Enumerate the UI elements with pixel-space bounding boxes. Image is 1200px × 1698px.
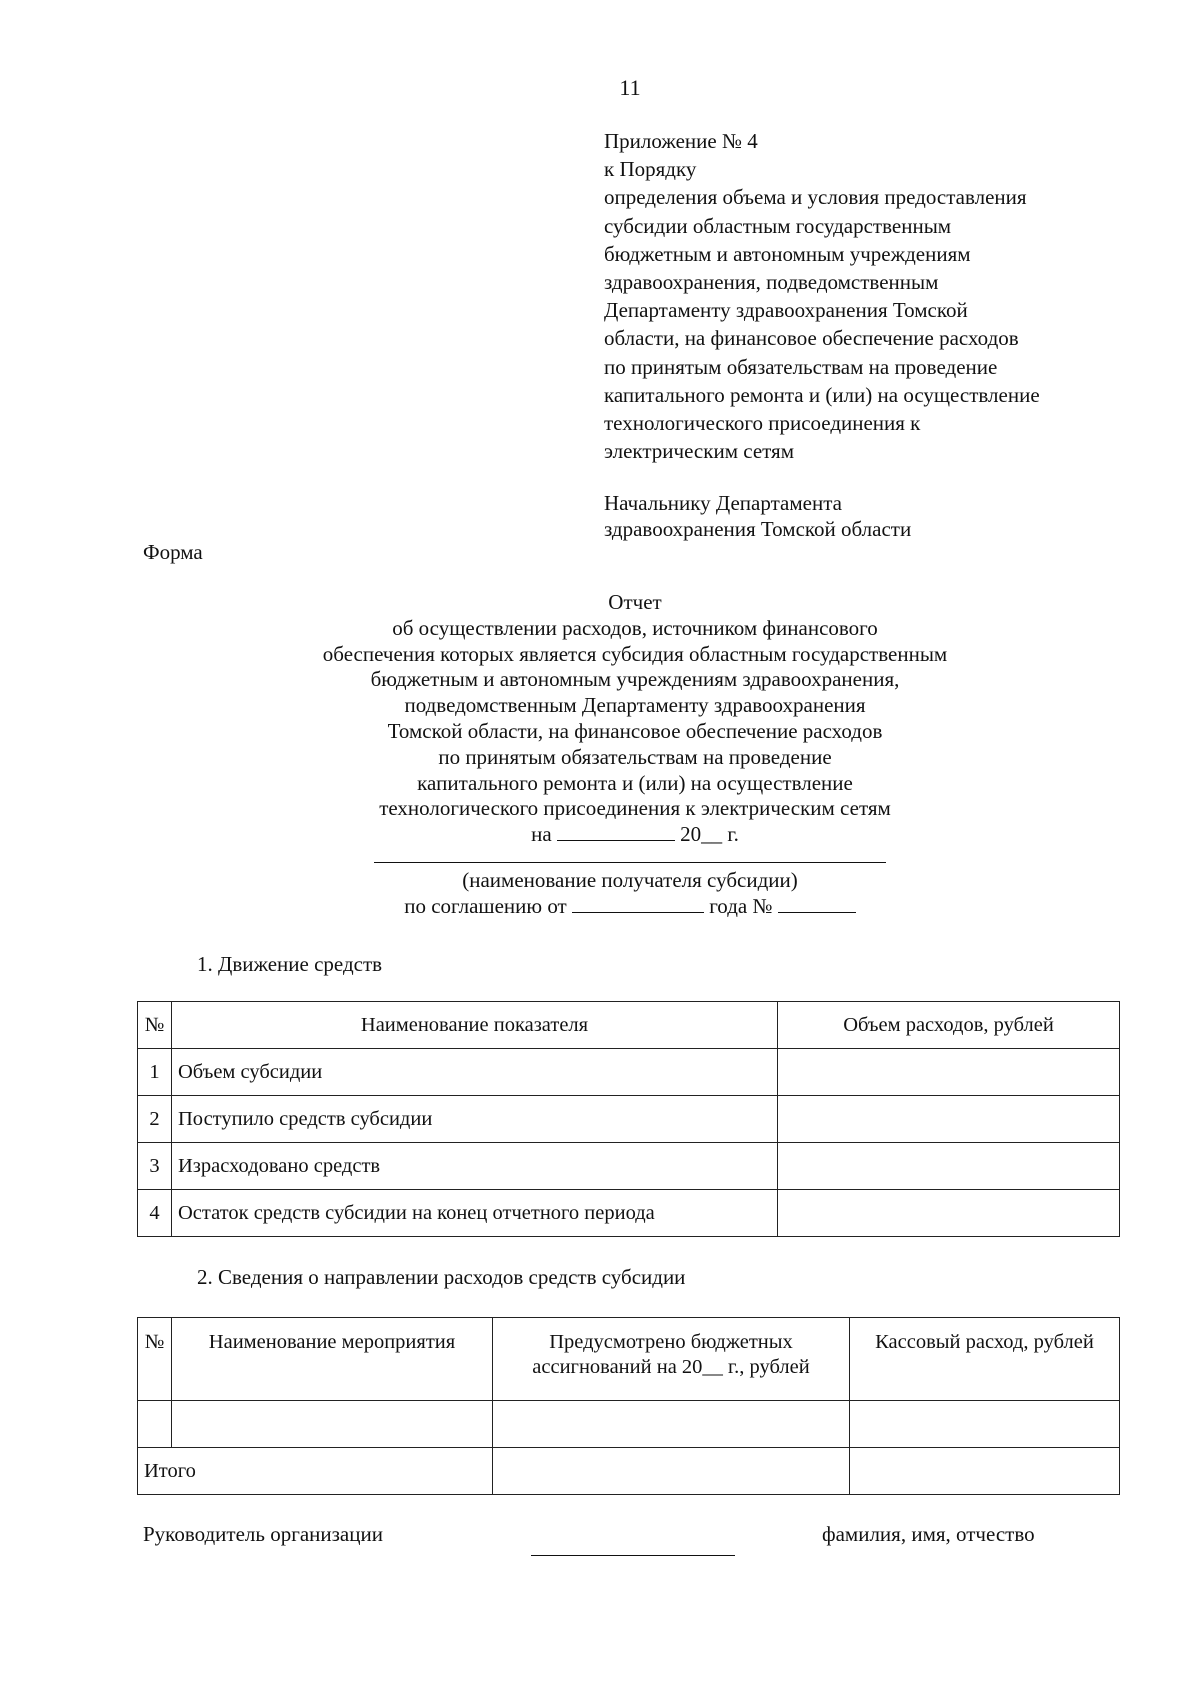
table-row bbox=[138, 1401, 1120, 1448]
recipient-name-field[interactable] bbox=[374, 862, 886, 863]
row-num: 4 bbox=[138, 1190, 172, 1237]
agreement-number-field[interactable] bbox=[778, 894, 856, 913]
total-row bbox=[138, 1448, 1120, 1495]
report-line: подведомственным Департаменту здравоохранения bbox=[404, 693, 866, 718]
addressee-block bbox=[604, 490, 911, 542]
appendix-line: бюджетным и автономным учреждениям bbox=[604, 241, 971, 266]
report-line: капитального ремонта и (или) на осуществление bbox=[417, 770, 853, 795]
total-planned-cell[interactable] bbox=[493, 1448, 850, 1495]
appendix-line: к Порядку bbox=[604, 157, 697, 182]
report-date-prefix: на bbox=[531, 822, 552, 847]
table-row bbox=[138, 1143, 1120, 1190]
report-line: технологического присоединения к электрическим сетям bbox=[379, 796, 891, 821]
recipient-block bbox=[130, 858, 1130, 919]
appendix-line: Приложение № 4 bbox=[604, 129, 758, 153]
header-expenses: Объем расходов, рублей bbox=[778, 1002, 1120, 1049]
header-planned-line: Предусмотрено бюджетных bbox=[549, 1331, 793, 1353]
report-date-line bbox=[130, 822, 1140, 848]
total-cash-cell[interactable] bbox=[850, 1448, 1120, 1495]
appendix-header bbox=[604, 127, 1164, 465]
report-title-block bbox=[130, 590, 1140, 848]
section2-title: 2. Сведения о направлении расходов средств субсидии bbox=[197, 1265, 686, 1289]
empty-num-cell[interactable] bbox=[138, 1401, 172, 1448]
appendix-line: электрическим сетям bbox=[604, 439, 794, 464]
table-row bbox=[138, 1190, 1120, 1237]
report-line: об осуществлении расходов, источником финансового bbox=[392, 615, 878, 640]
appendix-line: по принятым обязательствам на проведение bbox=[604, 354, 998, 379]
agreement-middle: года № bbox=[709, 894, 773, 918]
recipient-caption: (наименование получателя субсидии) bbox=[462, 868, 798, 892]
addressee-line: здравоохранения Томской области bbox=[604, 517, 912, 541]
row-value-cell[interactable] bbox=[778, 1096, 1120, 1143]
agreement-prefix: по соглашению от bbox=[404, 894, 567, 918]
row-num: 1 bbox=[138, 1049, 172, 1096]
page-number: 11 bbox=[619, 75, 641, 100]
total-label: Итого bbox=[138, 1448, 493, 1495]
addressee-line: Начальнику Департамента bbox=[604, 491, 842, 515]
expense-directions-table bbox=[137, 1317, 1120, 1495]
row-num: 3 bbox=[138, 1143, 172, 1190]
agreement-line bbox=[130, 893, 1130, 919]
header-planned bbox=[493, 1318, 850, 1401]
empty-cash-cell[interactable] bbox=[850, 1401, 1120, 1448]
report-line: бюджетным и автономным учреждениям здравоохранения, bbox=[370, 667, 900, 692]
table-row bbox=[138, 1096, 1120, 1143]
table-header-row bbox=[138, 1318, 1120, 1401]
report-line: по принятым обязательствам на проведение bbox=[438, 744, 832, 769]
signature-role: Руководитель организации bbox=[143, 1522, 383, 1546]
appendix-line: капитального ремонта и (или) на осуществление bbox=[604, 382, 1040, 407]
empty-event-cell[interactable] bbox=[172, 1401, 493, 1448]
header-num: № bbox=[138, 1318, 172, 1401]
header-cash: Кассовый расход, рублей bbox=[850, 1318, 1120, 1401]
report-line: обеспечения которых является субсидия областным государственным bbox=[322, 641, 948, 666]
appendix-line: технологического присоединения к bbox=[604, 411, 921, 436]
appendix-line: Департаменту здравоохранения Томской bbox=[604, 298, 968, 323]
report-title: Отчет bbox=[608, 590, 662, 614]
header-num: № bbox=[138, 1002, 172, 1049]
row-name: Поступило средств субсидии bbox=[172, 1096, 778, 1143]
row-name: Объем субсидии bbox=[172, 1049, 778, 1096]
row-value-cell[interactable] bbox=[778, 1143, 1120, 1190]
table-header-row bbox=[138, 1002, 1120, 1049]
date-blank-field[interactable] bbox=[557, 822, 675, 841]
row-name: Остаток средств субсидии на конец отчетного периода bbox=[172, 1190, 778, 1237]
row-name: Израсходовано средств bbox=[172, 1143, 778, 1190]
section1-title: 1. Движение средств bbox=[197, 952, 383, 976]
header-indicator: Наименование показателя bbox=[172, 1002, 778, 1049]
appendix-line: здравоохранения, подведомственным bbox=[604, 270, 939, 295]
empty-planned-cell[interactable] bbox=[493, 1401, 850, 1448]
appendix-line: определения объема и условия предоставления bbox=[604, 185, 1027, 210]
row-num: 2 bbox=[138, 1096, 172, 1143]
header-planned-line: ассигнований на 20__ г., рублей bbox=[532, 1356, 810, 1378]
header-event: Наименование мероприятия bbox=[172, 1318, 493, 1401]
funds-movement-table bbox=[137, 1001, 1120, 1237]
agreement-date-field[interactable] bbox=[572, 894, 704, 913]
report-date-year: 20__ г. bbox=[680, 822, 739, 847]
signature-field[interactable] bbox=[531, 1555, 735, 1556]
signature-name-label: фамилия, имя, отчество bbox=[822, 1522, 1035, 1546]
row-value-cell[interactable] bbox=[778, 1190, 1120, 1237]
table-row bbox=[138, 1049, 1120, 1096]
appendix-line: субсидии областным государственным bbox=[604, 213, 952, 238]
row-value-cell[interactable] bbox=[778, 1049, 1120, 1096]
form-label: Форма bbox=[143, 540, 203, 564]
report-line: Томской области, на финансовое обеспечение расходов bbox=[387, 718, 883, 743]
appendix-line: области, на финансовое обеспечение расходов bbox=[604, 326, 1019, 351]
